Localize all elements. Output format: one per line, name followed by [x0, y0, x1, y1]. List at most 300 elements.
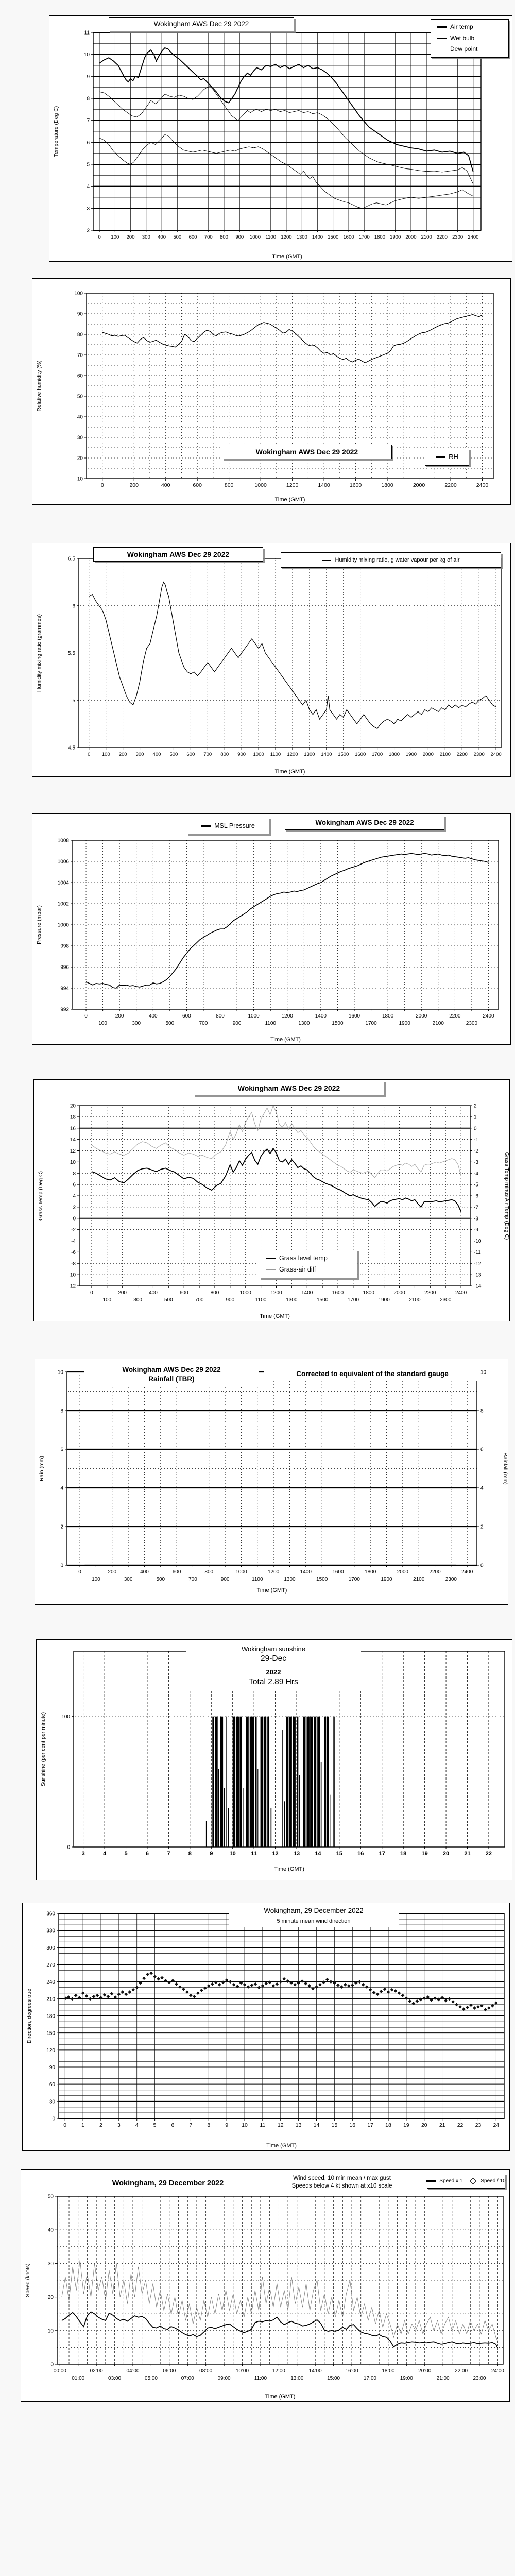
svg-text:30: 30 [49, 2099, 55, 2105]
svg-text:16: 16 [70, 1126, 76, 1132]
svg-text:07:00: 07:00 [181, 2376, 194, 2381]
svg-text:992: 992 [60, 1007, 69, 1013]
temp-legend [431, 19, 509, 58]
svg-text:2000: 2000 [416, 1013, 427, 1019]
svg-text:400: 400 [161, 482, 170, 488]
svg-text:800: 800 [204, 1569, 214, 1575]
svg-text:2300: 2300 [445, 1577, 457, 1582]
svg-text:400: 400 [152, 752, 161, 757]
legend-label: Wet bulb [450, 34, 475, 42]
svg-text:1000: 1000 [249, 234, 261, 240]
svg-text:12: 12 [272, 1851, 279, 1857]
svg-text:800: 800 [210, 1290, 219, 1296]
svg-text:150: 150 [46, 2030, 55, 2037]
legend-item-air-temp [434, 22, 476, 33]
svg-text:Grass Temp minus Air Temp (Deg: Grass Temp minus Air Temp (Deg C) [504, 1151, 510, 1240]
svg-text:9: 9 [210, 1851, 213, 1857]
svg-text:10: 10 [77, 476, 83, 482]
svg-text:800: 800 [224, 482, 234, 488]
svg-text:600: 600 [186, 752, 195, 757]
svg-text:6: 6 [72, 603, 75, 609]
svg-text:Time (GMT): Time (GMT) [270, 1037, 301, 1043]
svg-text:1300: 1300 [284, 1577, 296, 1582]
sun-title-text [186, 1643, 361, 1689]
svg-text:11: 11 [251, 1851, 257, 1857]
wspd-note-text-line: Wind speed, 10 min mean / max gust [293, 2175, 391, 2181]
svg-text:2300: 2300 [466, 1021, 478, 1026]
svg-text:2400: 2400 [476, 482, 489, 488]
svg-text:200: 200 [129, 482, 139, 488]
svg-text:100: 100 [102, 1297, 112, 1303]
svg-text:15: 15 [331, 2122, 338, 2128]
legend-item-grass-air-diff [263, 1264, 319, 1275]
svg-text:2300: 2300 [440, 1297, 452, 1303]
svg-text:500: 500 [156, 1577, 165, 1582]
svg-text:-6: -6 [71, 1249, 76, 1256]
svg-text:14: 14 [315, 1851, 321, 1857]
rain-note-text [264, 1367, 480, 1381]
svg-text:700: 700 [203, 752, 212, 757]
series-rh [102, 315, 483, 363]
svg-text:1500: 1500 [316, 1577, 328, 1582]
grass-temperature-chart-plot [34, 1080, 510, 1321]
svg-text:2: 2 [87, 228, 90, 234]
svg-text:5: 5 [153, 2122, 157, 2128]
svg-text:2300: 2300 [473, 752, 485, 757]
svg-text:06:00: 06:00 [163, 2368, 176, 2374]
wind-speed-chart-panel [21, 2169, 510, 2402]
svg-text:10: 10 [47, 2328, 54, 2334]
rainfall-chart-panel [35, 1359, 508, 1605]
svg-text:19: 19 [403, 2122, 409, 2128]
svg-text:30: 30 [47, 2261, 54, 2267]
svg-text:1600: 1600 [343, 234, 354, 240]
temp-title-box-line: Wokingham AWS Dec 29 2022 [153, 20, 249, 28]
svg-text:4: 4 [87, 184, 90, 190]
svg-text:1600: 1600 [355, 752, 366, 757]
series-sunshine-bars [206, 1717, 335, 1847]
svg-text:100: 100 [101, 752, 110, 757]
svg-text:18: 18 [400, 1851, 407, 1857]
rh-title-box-line: Wokingham AWS Dec 29 2022 [255, 448, 358, 456]
svg-text:0: 0 [84, 1013, 88, 1019]
svg-text:Pressure (mbar): Pressure (mbar) [36, 905, 42, 944]
svg-text:24: 24 [493, 2122, 500, 2128]
svg-text:13: 13 [295, 2122, 302, 2128]
svg-text:-10: -10 [68, 1272, 76, 1278]
svg-text:15:00: 15:00 [327, 2376, 340, 2381]
svg-text:20: 20 [77, 455, 83, 462]
svg-text:1400: 1400 [321, 752, 332, 757]
svg-text:1300: 1300 [286, 1297, 298, 1303]
svg-text:2200: 2200 [444, 482, 457, 488]
svg-text:400: 400 [158, 234, 166, 240]
svg-text:2400: 2400 [461, 1569, 473, 1575]
svg-text:6: 6 [145, 1851, 149, 1857]
wind-direction-chart-panel [22, 1903, 510, 2151]
svg-text:1900: 1900 [390, 234, 401, 240]
svg-text:330: 330 [46, 1928, 55, 1934]
wspd-title-text [83, 2177, 253, 2191]
svg-text:22:00: 22:00 [455, 2368, 468, 2374]
svg-text:40: 40 [77, 414, 83, 420]
svg-text:1006: 1006 [57, 859, 69, 865]
svg-text:900: 900 [237, 752, 246, 757]
svg-text:1300: 1300 [298, 1021, 310, 1026]
svg-text:700: 700 [195, 1297, 204, 1303]
sunshine-chart-panel [36, 1639, 512, 1880]
svg-text:1800: 1800 [363, 1290, 374, 1296]
svg-text:1500: 1500 [317, 1297, 329, 1303]
svg-text:12: 12 [277, 2122, 284, 2128]
svg-text:1002: 1002 [57, 901, 69, 907]
wspd-title-text-line: Wokingham, 29 December 2022 [112, 2179, 224, 2188]
legend-label: Humidity mixing ratio, g water vapour per kg of air [335, 557, 460, 563]
svg-text:-2: -2 [71, 1227, 76, 1233]
svg-text:1800: 1800 [365, 1569, 376, 1575]
svg-text:300: 300 [124, 1577, 133, 1582]
svg-text:10: 10 [480, 1369, 487, 1376]
svg-text:1100: 1100 [252, 1577, 263, 1582]
svg-text:3: 3 [81, 1851, 85, 1857]
svg-text:09:00: 09:00 [217, 2376, 231, 2381]
svg-text:-14: -14 [474, 1283, 482, 1290]
svg-text:0: 0 [50, 2362, 54, 2368]
svg-text:5: 5 [72, 698, 75, 704]
svg-text:1400: 1400 [312, 234, 323, 240]
svg-text:10: 10 [229, 1851, 236, 1857]
wspd-note-text [262, 2173, 422, 2192]
svg-text:300: 300 [132, 1021, 141, 1026]
svg-text:6: 6 [171, 2122, 175, 2128]
svg-text:600: 600 [179, 1290, 188, 1296]
series-wind-direction [64, 1972, 498, 2012]
pressure-chart-panel [32, 813, 511, 1045]
pressure-legend [187, 818, 269, 834]
svg-text:600: 600 [188, 234, 197, 240]
svg-text:1500: 1500 [332, 1021, 344, 1026]
svg-text:1700: 1700 [348, 1577, 360, 1582]
svg-text:6: 6 [87, 140, 90, 146]
svg-text:11: 11 [260, 2122, 266, 2128]
svg-text:1000: 1000 [248, 1013, 260, 1019]
svg-text:0: 0 [98, 234, 101, 240]
svg-text:700: 700 [204, 234, 213, 240]
svg-text:1800: 1800 [374, 234, 386, 240]
svg-text:200: 200 [115, 1013, 124, 1019]
svg-text:400: 400 [140, 1569, 149, 1575]
svg-text:1300: 1300 [296, 234, 307, 240]
svg-text:2200: 2200 [429, 1569, 441, 1575]
svg-text:2400: 2400 [468, 234, 479, 240]
svg-text:9: 9 [87, 74, 90, 80]
svg-text:1200: 1200 [287, 752, 298, 757]
svg-text:Relative humidity (%): Relative humidity (%) [36, 360, 42, 412]
svg-text:1400: 1400 [315, 1013, 327, 1019]
gline-marker-icon [266, 1269, 276, 1270]
svg-text:2000: 2000 [405, 234, 417, 240]
svg-text:20: 20 [47, 2295, 54, 2301]
wdir-title-text-line: Wokingham, 29 December 2022 [264, 1907, 364, 1914]
svg-text:0: 0 [88, 752, 91, 757]
svg-text:1400: 1400 [300, 1569, 312, 1575]
svg-text:8: 8 [73, 1171, 76, 1177]
series-mixing-ratio [89, 582, 496, 728]
svg-text:5.5: 5.5 [68, 651, 75, 656]
pressure-title-box-line: Wokingham AWS Dec 29 2022 [315, 819, 414, 826]
legend-label: Grass-air diff [279, 1266, 316, 1274]
svg-text:100: 100 [74, 291, 83, 297]
wind-direction-chart-plot [23, 1903, 510, 2151]
svg-text:-11: -11 [474, 1249, 481, 1256]
legend-item-humidity-mixing-ratio-g-water-vapour-per-kg-of-air [319, 555, 462, 565]
svg-text:2: 2 [73, 1205, 76, 1211]
mix-legend [281, 552, 501, 568]
svg-text:Rain (mm): Rain (mm) [39, 1456, 45, 1481]
svg-text:3: 3 [117, 2122, 121, 2128]
dia-marker-icon [470, 2178, 476, 2184]
rain-title-text-line: Wokingham AWS Dec 29 2022 [122, 1366, 221, 1374]
svg-text:500: 500 [164, 1297, 173, 1303]
svg-text:1200: 1200 [281, 1013, 293, 1019]
svg-text:20:00: 20:00 [418, 2368, 432, 2374]
wspd-legend [427, 2174, 505, 2189]
svg-text:500: 500 [169, 752, 178, 757]
svg-text:-2: -2 [474, 1148, 478, 1154]
svg-text:1500: 1500 [338, 752, 349, 757]
svg-text:Sunshine (per cent per minute): Sunshine (per cent per minute) [40, 1711, 46, 1787]
svg-text:4: 4 [135, 2122, 139, 2128]
svg-text:9: 9 [225, 2122, 229, 2128]
bline-marker-icon [437, 26, 447, 28]
svg-text:1900: 1900 [399, 1021, 410, 1026]
svg-text:1700: 1700 [347, 1297, 359, 1303]
svg-text:2000: 2000 [393, 1290, 405, 1296]
svg-text:8: 8 [188, 1851, 192, 1857]
svg-text:40: 40 [47, 2227, 54, 2233]
svg-text:400: 400 [149, 1290, 158, 1296]
svg-text:0: 0 [73, 1216, 76, 1222]
svg-text:0: 0 [63, 2122, 67, 2128]
svg-text:18: 18 [70, 1114, 76, 1121]
svg-text:1200: 1200 [286, 482, 299, 488]
svg-text:1: 1 [474, 1114, 477, 1121]
svg-text:1200: 1200 [270, 1290, 282, 1296]
svg-text:-7: -7 [474, 1205, 478, 1211]
svg-text:05:00: 05:00 [144, 2376, 158, 2381]
relative-humidity-chart-panel [32, 278, 511, 505]
svg-text:0: 0 [474, 1126, 477, 1132]
svg-text:1000: 1000 [254, 482, 267, 488]
svg-text:900: 900 [226, 1297, 235, 1303]
svg-text:1008: 1008 [57, 838, 69, 844]
svg-text:-8: -8 [474, 1216, 478, 1222]
svg-text:300: 300 [46, 1945, 55, 1951]
legend-item-speed-10 [466, 2176, 508, 2186]
svg-text:8: 8 [60, 1408, 63, 1414]
svg-text:0: 0 [52, 2116, 55, 2122]
bline-marker-icon [266, 1258, 276, 1259]
rain-title-text [84, 1363, 259, 1385]
rh-title-box [222, 445, 392, 459]
svg-text:1500: 1500 [328, 234, 339, 240]
svg-text:0: 0 [60, 1563, 63, 1569]
svg-text:1900: 1900 [405, 752, 417, 757]
svg-text:4: 4 [60, 1485, 63, 1492]
svg-text:5: 5 [124, 1851, 128, 1857]
svg-text:210: 210 [46, 1996, 55, 2003]
svg-text:21: 21 [464, 1851, 471, 1857]
svg-text:Time (GMT): Time (GMT) [266, 2143, 297, 2149]
svg-text:23: 23 [475, 2122, 482, 2128]
svg-text:2100: 2100 [432, 1021, 444, 1026]
svg-text:01:00: 01:00 [72, 2376, 85, 2381]
svg-text:-10: -10 [474, 1239, 482, 1244]
svg-text:6: 6 [60, 1447, 63, 1453]
svg-text:17: 17 [367, 2122, 373, 2128]
svg-text:90: 90 [49, 2065, 55, 2071]
svg-text:6: 6 [73, 1182, 76, 1188]
svg-text:60: 60 [77, 373, 83, 379]
svg-text:1700: 1700 [358, 234, 370, 240]
svg-text:10: 10 [70, 1159, 76, 1165]
svg-text:2: 2 [474, 1103, 477, 1109]
svg-text:996: 996 [60, 964, 69, 971]
svg-text:21: 21 [439, 2122, 445, 2128]
svg-text:12:00: 12:00 [272, 2368, 285, 2374]
svg-text:13:00: 13:00 [290, 2376, 304, 2381]
svg-text:1004: 1004 [57, 880, 69, 886]
svg-text:120: 120 [46, 2047, 55, 2054]
svg-text:08:00: 08:00 [199, 2368, 213, 2374]
legend-label: Speed x 1 [439, 2178, 463, 2184]
svg-text:1900: 1900 [378, 1297, 390, 1303]
svg-text:800: 800 [216, 1013, 225, 1019]
legend-label: Air temp [450, 23, 473, 30]
svg-text:240: 240 [46, 1979, 55, 1986]
svg-text:0: 0 [78, 1569, 81, 1575]
svg-text:10:00: 10:00 [235, 2368, 249, 2374]
svg-text:1000: 1000 [239, 1290, 251, 1296]
svg-text:14: 14 [70, 1137, 76, 1143]
pressure-title-box [285, 816, 444, 830]
svg-text:1: 1 [81, 2122, 85, 2128]
svg-text:Time (GMT): Time (GMT) [265, 2394, 296, 2400]
wdir-title-text [229, 1904, 399, 1927]
svg-text:200: 200 [126, 234, 135, 240]
svg-text:0: 0 [67, 1844, 70, 1851]
svg-text:1900: 1900 [381, 1577, 392, 1582]
svg-text:700: 700 [199, 1021, 208, 1026]
svg-text:2000: 2000 [422, 752, 434, 757]
svg-text:2200: 2200 [436, 234, 448, 240]
svg-text:80: 80 [77, 332, 83, 338]
svg-text:3: 3 [87, 206, 90, 212]
svg-text:2100: 2100 [409, 1297, 421, 1303]
svg-text:1800: 1800 [382, 1013, 394, 1019]
svg-text:Rainfall (mm): Rainfall (mm) [502, 1452, 508, 1485]
svg-text:4: 4 [480, 1485, 484, 1492]
svg-text:270: 270 [46, 1962, 55, 1968]
temp-title-box [109, 17, 294, 31]
svg-text:0: 0 [480, 1563, 484, 1569]
wind-speed-chart-plot [21, 2170, 510, 2402]
svg-text:5: 5 [87, 162, 90, 168]
svg-text:-1: -1 [474, 1137, 478, 1143]
svg-text:1400: 1400 [318, 482, 330, 488]
svg-text:50: 50 [47, 2194, 54, 2200]
svg-text:8: 8 [480, 1408, 484, 1414]
svg-text:20: 20 [421, 2122, 427, 2128]
grass-title-box-line: Wokingham AWS Dec 29 2022 [237, 1084, 340, 1092]
svg-text:300: 300 [142, 234, 150, 240]
svg-text:600: 600 [193, 482, 202, 488]
svg-text:16: 16 [349, 2122, 356, 2128]
svg-text:Time (GMT): Time (GMT) [274, 497, 305, 503]
svg-text:1100: 1100 [255, 1297, 267, 1303]
svg-text:1800: 1800 [381, 482, 393, 488]
svg-text:19: 19 [421, 1851, 428, 1857]
svg-text:13: 13 [293, 1851, 300, 1857]
legend-label: Dew point [450, 45, 478, 53]
svg-text:Time (GMT): Time (GMT) [256, 1587, 287, 1594]
svg-text:900: 900 [220, 1577, 230, 1582]
svg-text:4: 4 [103, 1851, 107, 1857]
grass-legend [260, 1250, 357, 1278]
svg-text:15: 15 [336, 1851, 342, 1857]
svg-text:2000: 2000 [397, 1569, 408, 1575]
svg-text:0: 0 [100, 482, 104, 488]
svg-text:-13: -13 [474, 1272, 482, 1278]
svg-text:2: 2 [99, 2122, 102, 2128]
svg-text:1200: 1200 [281, 234, 292, 240]
bline-marker-icon [426, 2180, 436, 2182]
svg-text:200: 200 [118, 1290, 127, 1296]
svg-text:1600: 1600 [348, 1013, 360, 1019]
svg-text:100: 100 [92, 1577, 100, 1582]
legend-label: RH [449, 453, 458, 461]
svg-text:-8: -8 [71, 1261, 76, 1267]
svg-text:00:00: 00:00 [53, 2368, 66, 2374]
svg-text:Time (GMT): Time (GMT) [260, 1313, 290, 1319]
svg-text:300: 300 [135, 752, 144, 757]
svg-text:2200: 2200 [449, 1013, 461, 1019]
rain-note-text-line: Corrected to equivalent of the standard gauge [296, 1370, 449, 1378]
svg-text:100: 100 [111, 234, 119, 240]
legend-label: Speed / 10 [480, 2178, 506, 2184]
svg-text:7: 7 [189, 2122, 193, 2128]
svg-text:2000: 2000 [413, 482, 425, 488]
svg-text:17:00: 17:00 [363, 2376, 376, 2381]
svg-text:2100: 2100 [439, 752, 451, 757]
wdir-title-text-line: 5 minute mean wind direction [277, 1918, 351, 1924]
svg-text:300: 300 [133, 1297, 142, 1303]
svg-text:Time (GMT): Time (GMT) [274, 1866, 304, 1872]
svg-text:Time (GMT): Time (GMT) [272, 253, 302, 260]
svg-text:-12: -12 [68, 1283, 76, 1290]
svg-text:180: 180 [46, 2013, 55, 2020]
svg-text:500: 500 [173, 234, 182, 240]
svg-text:100: 100 [61, 1714, 70, 1720]
temperature-chart-panel [49, 15, 512, 262]
svg-text:Direction, degrees true: Direction, degrees true [26, 1988, 32, 2044]
bline-marker-icon [322, 560, 331, 561]
svg-text:1600: 1600 [332, 1290, 344, 1296]
svg-text:10: 10 [57, 1369, 63, 1376]
sun-title-text-line: Total 2.89 Hrs [249, 1677, 298, 1686]
sun-title-text-line: 2022 [266, 1668, 281, 1676]
svg-text:14: 14 [313, 2122, 320, 2128]
